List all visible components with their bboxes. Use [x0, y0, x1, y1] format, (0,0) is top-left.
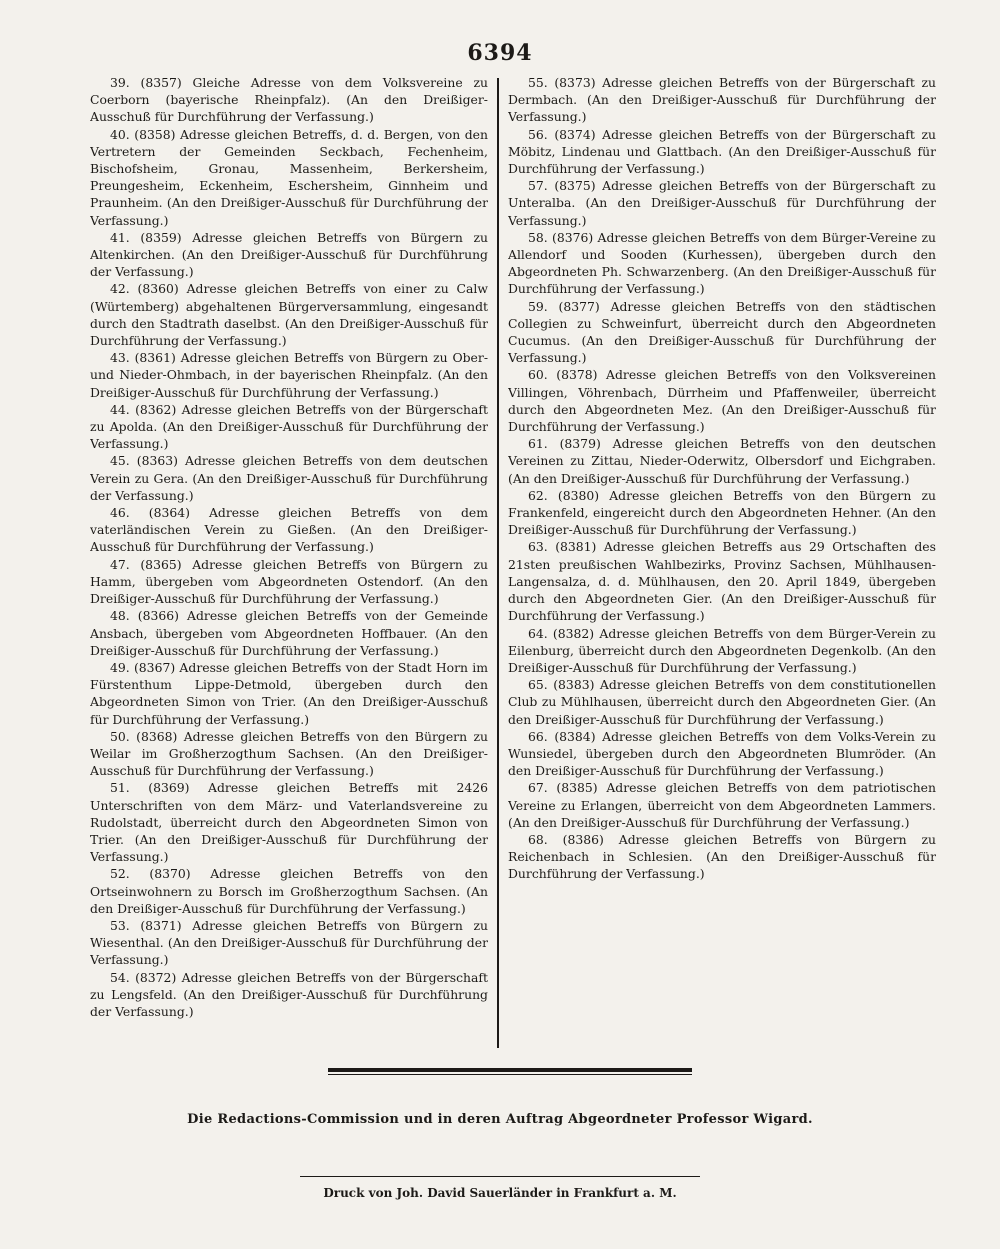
closing-rule-thin [328, 1074, 692, 1075]
address-entry: 58. (8376) Adresse gleichen Betreffs von dem Bürger-Vereine zu Allendorf und Sooden (Kurhessen), übergeben durch den Abgeordneten Ph. Schwarzenberg. (An den Dreißiger-Ausschuß für Durchführung der Verfassung.) [508, 229, 936, 297]
address-entry: 57. (8375) Adresse gleichen Betreffs von der Bürgerschaft zu Unteralba. (An den Dreißiger-Ausschuß für Durchführung der Verfassung.) [508, 178, 936, 228]
address-entry: 51. (8369) Adresse gleichen Betreffs mit 2426 Unterschriften von dem März- und Vaterlandsvereine zu Rudolstadt, überreicht durch den Abgeordneten Simon von Trier. (An den Dreißiger-Ausschuß für Durchführung der Verfassung.) [90, 780, 488, 865]
address-entry: 63. (8381) Adresse gleichen Betreffs aus 29 Ortschaften des 21sten preußischen Wahlbezirks, Provinz Sachsen, Mühlhausen-Langensalza, d. d. Mühlhausen, den 20. April 1849, übergeben durch den Abgeordneten Gier. (An den Dreißiger-Ausschuß für Durchführung der Verfassung.) [508, 539, 936, 624]
address-entry: 62. (8380) Adresse gleichen Betreffs von den Bürgern zu Frankenfeld, eingereicht durch den Abgeordneten Hehner. (An den Dreißiger-Ausschuß für Durchführung der Verfassung.) [508, 487, 936, 538]
address-entry: 52. (8370) Adresse gleichen Betreffs von den Ortseinwohnern zu Borsch im Großherzogthum Sachsen. (An den Dreißiger-Ausschuß für Durchführung der Verfassung.) [90, 866, 488, 916]
closing-rule [328, 1068, 692, 1072]
address-entry: 67. (8385) Adresse gleichen Betreffs von dem patriotischen Vereine zu Erlangen, überreicht von dem Abgeordneten Lammers. (An den Dreißiger-Ausschuß für Durchführung der Verfassung.) [508, 780, 936, 830]
address-entry: 53. (8371) Adresse gleichen Betreffs von Bürgern zu Wiesenthal. (An den Dreißiger-Ausschuß für Durchführung der Verfassung.) [90, 917, 488, 968]
address-entry: 65. (8383) Adresse gleichen Betreffs von dem constitutionellen Club zu Mühlhausen, überreicht durch den Abgeordneten Gier. (An den Dreißiger-Ausschuß für Durchführung der Verfassung.) [508, 677, 936, 727]
right-column [508, 74, 936, 1034]
address-entry: 39. (8357) Gleiche Adresse von dem Volksvereine zu Coerborn (bayerische Rheinpfalz). (An den Dreißiger-Ausschuß für Durchführung der Verfassung.) [90, 75, 488, 125]
address-entry: 66. (8384) Adresse gleichen Betreffs von dem Volks-Verein zu Wunsiedel, übergeben durch den Abgeordneten Blumröder. (An den Dreißiger-Ausschuß für Durchführung der Verfassung.) [508, 728, 936, 779]
left-column [90, 74, 488, 1034]
printer-imprint: Druck von Joh. David Sauerländer in Frankfurt a. M. [323, 1186, 677, 1200]
address-entry: 40. (8358) Adresse gleichen Betreffs, d. d. Bergen, von den Vertretern der Gemeinden Seckbach, Fechenheim, Bischofsheim, Gronau, Massenheim, Berkersheim, Preungesheim, Eckenheim, Eschersheim, Ginnheim und Praunheim. (An den Dreißiger-Ausschuß für Durchführung der Verfassung.) [90, 126, 488, 228]
address-entry: 55. (8373) Adresse gleichen Betreffs von der Bürgerschaft zu Dermbach. (An den Dreißiger-Ausschuß für Durchführung der Verfassung.) [508, 75, 936, 125]
address-entry: 56. (8374) Adresse gleichen Betreffs von der Bürgerschaft zu Möbitz, Lindenau und Glattbach. (An den Dreißiger-Ausschuß für Durchführung der Verfassung.) [508, 126, 936, 177]
address-entry: 41. (8359) Adresse gleichen Betreffs von Bürgern zu Altenkirchen. (An den Dreißiger-Ausschuß für Durchführung der Verfassung.) [90, 229, 488, 280]
address-entry: 49. (8367) Adresse gleichen Betreffs von der Stadt Horn im Fürstenthum Lippe-Detmold, übergeben durch den Abgeordneten Simon von Trier. (An den Dreißiger-Ausschuß für Durchführung der Verfassung.) [90, 659, 488, 727]
address-entry: 45. (8363) Adresse gleichen Betreffs von dem deutschen Verein zu Gera. (An den Dreißiger-Ausschuß für Durchführung der Verfassung.) [90, 453, 488, 503]
address-entry: 60. (8378) Adresse gleichen Betreffs von den Volksvereinen Villingen, Vöhrenbach, Dürrheim und Pfaffenweiler, überreicht durch den Abgeordneten Mez. (An den Dreißiger-Ausschuß für Durchführung der Verfassung.) [508, 367, 936, 435]
address-entry: 43. (8361) Adresse gleichen Betreffs von Bürgern zu Ober- und Nieder-Ohmbach, in der bayerischen Rheinpfalz. (An den Dreißiger-Ausschuß für Durchführung der Verfassung.) [90, 350, 488, 400]
address-entry: 44. (8362) Adresse gleichen Betreffs von der Bürgerschaft zu Apolda. (An den Dreißiger-Ausschuß für Durchführung der Verfassung.) [90, 401, 488, 452]
column-divider [497, 78, 499, 1048]
address-entry: 48. (8366) Adresse gleichen Betreffs von der Gemeinde Ansbach, übergeben vom Abgeordneten Hoffbauer. (An den Dreißiger-Ausschuß für Durchführung der Verfassung.) [90, 608, 488, 658]
page-number: 6394 [467, 40, 533, 66]
printer-rule [300, 1176, 700, 1177]
address-entry: 47. (8365) Adresse gleichen Betreffs von Bürgern zu Hamm, übergeben vom Abgeordneten Ostendorf. (An den Dreißiger-Ausschuß für Durchführung der Verfassung.) [90, 556, 488, 607]
address-entry: 50. (8368) Adresse gleichen Betreffs von den Bürgern zu Weilar im Großherzogthum Sachsen. (An den Dreißiger-Ausschuß für Durchführung der Verfassung.) [90, 728, 488, 779]
address-entry: 68. (8386) Adresse gleichen Betreffs von Bürgern zu Reichenbach in Schlesien. (An den Dreißiger-Ausschuß für Durchführung der Verfassung.) [508, 831, 936, 882]
address-entry: 61. (8379) Adresse gleichen Betreffs von den deutschen Vereinen zu Zittau, Nieder-Oderwitz, Olbersdorf und Eichgraben. (An den Dreißiger-Ausschuß für Durchführung der Verfassung.) [508, 436, 936, 486]
address-entry: 59. (8377) Adresse gleichen Betreffs von den städtischen Collegien zu Schweinfurt, überreicht durch den Abgeordneten Cucumus. (An den Dreißiger-Ausschuß für Durchführung der Verfassung.) [508, 298, 936, 366]
signature-line: Die Redactions-Commission und in deren Auftrag Abgeordneter Professor Wigard. [187, 1112, 813, 1127]
address-entry: 42. (8360) Adresse gleichen Betreffs von einer zu Calw (Würtemberg) abgehaltenen Bürgerversammlung, eingesandt durch den Stadtrath daselbst. (An den Dreißiger-Ausschuß für Durchführung der Verfassung.) [90, 281, 488, 349]
address-entry: 54. (8372) Adresse gleichen Betreffs von der Bürgerschaft zu Lengsfeld. (An den Dreißiger-Ausschuß für Durchführung der Verfassung.) [90, 969, 488, 1019]
address-entry: 64. (8382) Adresse gleichen Betreffs von dem Bürger-Verein zu Eilenburg, überreicht durch den Abgeordneten Degenkolb. (An den Dreißiger-Ausschuß für Durchführung der Verfassung.) [508, 625, 936, 675]
address-entry: 46. (8364) Adresse gleichen Betreffs von dem vaterländischen Verein zu Gießen. (An den Dreißiger-Ausschuß für Durchführung der Verfassung.) [90, 505, 488, 555]
